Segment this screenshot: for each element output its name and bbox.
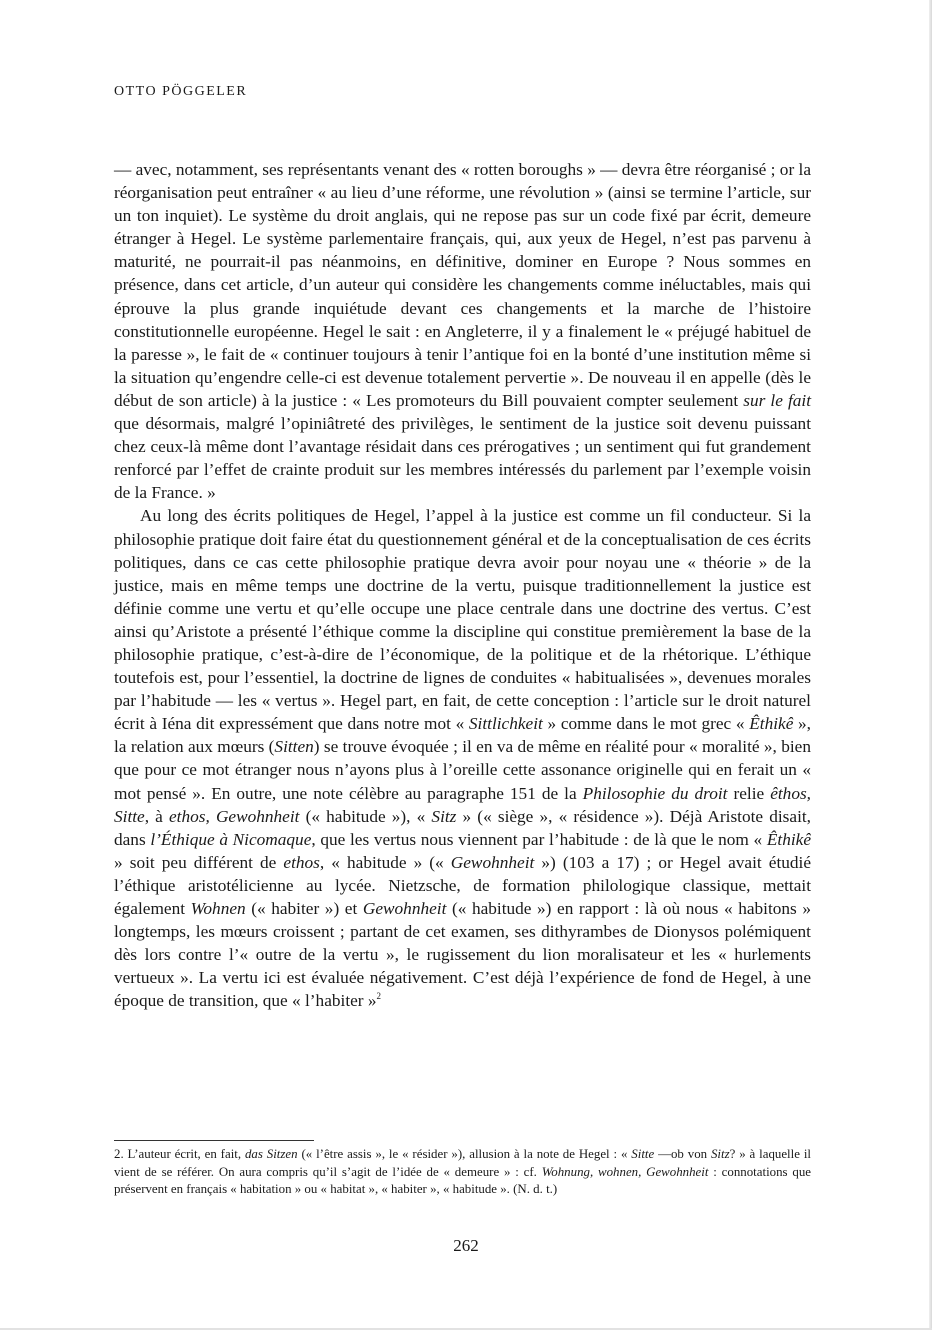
footnote-marker: 2 — [376, 991, 382, 1002]
text-run: ») (103 a 17) ; or Hegel avait étudié l’éthique aristotélicienne au lycée. Nietzsche, de formation philologique classique, mettait également — [114, 852, 811, 918]
italic-term: Wohnung, wohnen, Gewohnheit — [541, 1164, 709, 1179]
footnote-separator — [114, 1140, 314, 1141]
text-run: —ob von — [654, 1147, 711, 1161]
text-run: », la relation aux mœurs ( — [114, 714, 812, 757]
italic-term: Sitten — [274, 737, 314, 757]
italic-term: ethos, Gewohnheit — [169, 806, 300, 826]
text-run: » comme dans le mot grec « — [542, 714, 750, 734]
italic-term: Gewohnheit — [450, 852, 535, 872]
text-run: » soit peu différent de — [114, 852, 284, 872]
text-run: (« habiter ») et — [245, 899, 363, 918]
body-text — [114, 158, 811, 1012]
text-run: que désormais, malgré l’opiniâtreté des privilèges, le sentiment de la justice soit devenu puissant chez ceux-là même dont l’avantage résidait dans ces prérogatives ; un sentiment qui fut grandement renforcé par l’effet de crainte produit sur les membres intéressés du parlement par l’exemple voisin de la France. » — [114, 414, 811, 503]
italic-term: Êthikê — [766, 829, 811, 849]
page-number: 262 — [453, 1236, 479, 1255]
italic-term: êthos, Sitte — [114, 783, 812, 826]
italic-term: Êthikê — [749, 714, 794, 734]
text-run: (« l’être assis », le « résider »), allusion à la note de Hegel : « — [297, 1147, 632, 1161]
paragraph-1 — [114, 158, 811, 504]
italic-term: Sitte — [631, 1147, 655, 1161]
running-head: OTTO PÖGGELER — [114, 84, 248, 99]
italic-term: sur le fait — [743, 390, 812, 410]
footnote-2 — [114, 1146, 811, 1199]
text-run: 2. L’auteur écrit, en fait, — [114, 1147, 245, 1161]
text-run: : connotations que préservent en français « habitation » ou « habitat », « habiter », « habitude ». (N. d. t.) — [114, 1164, 811, 1197]
text-run: (« habitude ») en rapport : là où nous « habitons » longtemps, les mœurs croissent ; partant de cet examen, ses dithyrambes de Dionysos polémiquent dès lors contre l’« outre de la vertu », le rugissement du lion moralisateur et les « hurlements vertueux ». La vertu ici est évaluée négativement. C’est déjà l’expérience de fond de Hegel, à une époque de transition, que « l’habiter » — [114, 899, 812, 1011]
italic-term: Wohnen — [190, 899, 246, 918]
italic-term: Sittlichkeit — [468, 714, 543, 734]
italic-term: das Sitzen — [244, 1147, 298, 1161]
text-run: , « habitude » (« — [319, 852, 451, 872]
italic-term: Sitz — [710, 1147, 730, 1161]
text-run: » (« siège », « résidence »). Déjà Aristote disait, dans — [114, 806, 811, 849]
italic-term: Sitz — [431, 806, 457, 826]
text-run: relie — [727, 783, 771, 803]
text-run: , que les vertus nous viennent par l’habitude : de là que le nom « — [311, 829, 767, 849]
paragraph-2 — [114, 504, 811, 1012]
text-run: — avec, notamment, ses représentants venant des « rotten boroughs » — devra être réorganisé ; or la réorganisation peut entraîner « au lieu d’une réforme, une révolution » (ainsi se termine l’article, sur un ton inquiet). Le système du droit anglais, qui ne repose pas sur un code fixé par écrit, demeure étranger à Hegel. Le système parlementaire français, qui, aux yeux de Hegel, n’est pas parvenu à maturité, ne pourrait-il pas néanmoins, en définitive, dominer en Europe ? Nous sommes en présence, dans cet article, d’un auteur qui considère les changements comme inéluctables, mais qui éprouve la plus grande inquiétude devant ces changements et la marche de l’histoire constitutionnelle européenne. Hegel le sait : en Angleterre, il y a finalement le « préjugé habituel de la paresse », le fait de « continuer toujours à tenir l’antique foi en la bonté d’une institution même si la situation qu’engendre celle-ci est devenue totalement pervertie ». De nouveau il en appelle (dès le début de son article) à la justice : « Les promoteurs du Bill pouvaient compter seulement — [114, 160, 811, 410]
text-run: , à — [144, 806, 169, 826]
italic-term: Gewohnheit — [362, 899, 447, 918]
text-run: ) se trouve évoquée ; il en va de même en réalité pour « moralité », bien que pour ce mot étranger nous n’ayons plus à l’oreille cette assonance originelle qui en ferait un « mot pensé ». En outre, une note célèbre au paragraphe 151 de la — [114, 737, 811, 803]
text-run: ? » à laquelle il vient de se référer. On aura compris qu’il s’agit de l’idée de « demeure » : cf. — [114, 1147, 811, 1179]
text-run: Au long des écrits politiques de Hegel, l’appel à la justice est comme un fil conducteur. Si la philosophie pratique doit faire état du questionnement général et de la conceptualisation de ces écrits politiques, dans ce cas cette philosophie pratique devra avoir pour noyau une « théorie » de la justice, mais en même temps une doctrine de la vertu, puisque traditionnellement la justice est définie comme une vertu et qu’elle occupe une place centrale dans une doctrine des vertus. C’est ainsi qu’Aristote a présenté l’éthique comme la discipline qui constitue premièrement la base de la philosophie pratique, c’est-à-dire de l’économique, de la politique et de la rhétorique. L’éthique toutefois est, pour l’essentiel, la doctrine de lignes de conduites « habitualisées », devenues morales par l’habitude — les « vertus ». Hegel part, en fait, de cette conception : l’article sur le droit naturel écrit à Iéna dit expressément que dans notre mot « — [114, 506, 811, 734]
text-run: (« habitude »), « — [299, 806, 432, 826]
italic-term: ethos — [283, 852, 320, 872]
italic-term: Philosophie du droit — [582, 783, 728, 803]
italic-term: l’Éthique à Nicomaque — [150, 829, 312, 849]
